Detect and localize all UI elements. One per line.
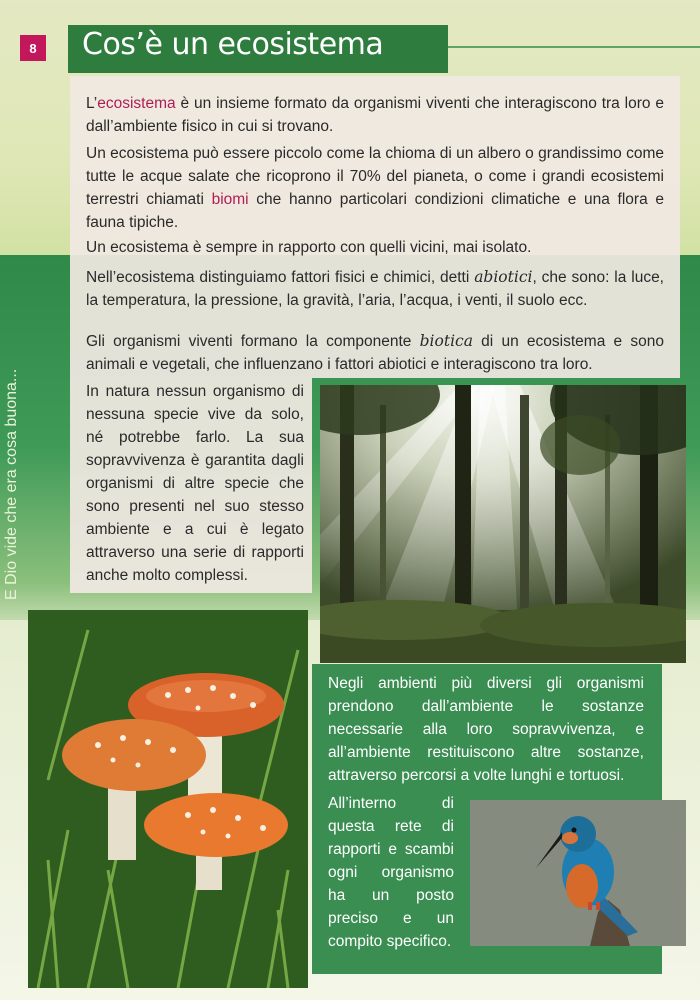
kingfisher-illustration [470,800,686,946]
paragraph-definition [86,92,664,138]
paragraph-relations: Un ecosistema è sempre in rapporto con quelli vicini, mai isolato. [86,239,532,256]
mushroom-illustration [28,610,308,988]
paragraph-text: è un insieme formato da organismi viventi che interagiscono tra loro e dall’ambiente fisico in cui si trovano. [86,95,664,135]
paragraph-text: Un ecosistema può essere piccolo come la chioma di un albero o grandissimo come tutte le acque salate che ricoprono il 70% del pianeta, o come i grandi ecosistemi terrestri chiamati [86,145,664,208]
term-abiotici: abiotici [474,268,533,286]
green-box-paragraph-role: All’interno di questa rete di rapporti e scambi ogni organismo ha un posto preciso e un compito specifico. [328,795,454,950]
forest-illustration [320,385,686,663]
side-caption: E Dio vide che era cosa buona... [3,368,20,600]
paragraph-abiotic [86,266,664,312]
paragraph-text: Nell’ecosistema distinguiamo fattori fisici e chimici, detti [86,269,475,286]
paragraph-text: che hanno particolari condizioni climatiche e una flora e fauna tipiche. [86,191,664,231]
paragraph-text: di un ecosistema e sono animali e vegetali, che influenzano i fattori abiotici e interagiscono tra loro. [86,333,664,373]
term-ecosistema: ecosistema [97,95,176,112]
title-rule [448,46,700,48]
mushroom-photo [28,610,308,988]
paragraph-text: , che sono: la luce, la temperatura, la pressione, la gravità, l’aria, l’acqua, i venti, il suolo ecc. [86,269,664,309]
paragraph-size [86,142,664,234]
paragraph-biotic [86,330,664,376]
page-number: 8 [20,35,46,61]
term-biomi: biomi [211,191,249,208]
term-biotica: biotica [419,332,473,350]
paragraph-text: L’ [86,95,98,112]
paragraph-survival: In natura nessun organismo di nessuna specie vive da solo, né potrebbe farlo. La sua sopravvivenza è garantita dagli organismi di altre specie che sono presenti nel suo stesso ambiente e a cui è legato attraverso una serie di rapporti anche molto complessi. [86,383,304,584]
page-title: Cos’è un ecosistema [82,27,384,62]
green-box-paragraph-exchange: Negli ambienti più diversi gli organismi prendono dall’ambiente le sostanze necessarie alla loro sopravvivenza, e all’ambiente restituiscono altre sostanze, attraverso percorsi a volte lunghi e tortuosi. [328,675,644,784]
paragraph-text: Gli organismi viventi formano la componente [86,333,420,350]
forest-photo [320,385,686,663]
kingfisher-photo [470,800,686,946]
